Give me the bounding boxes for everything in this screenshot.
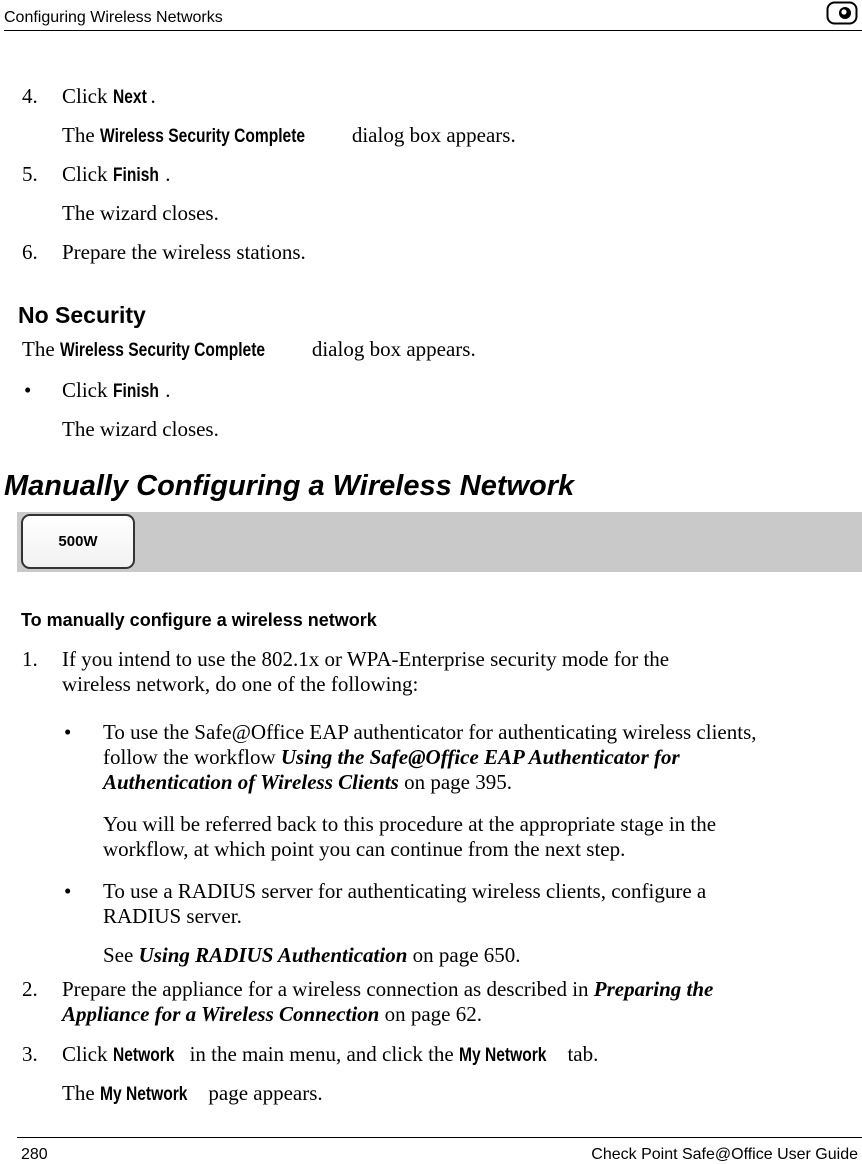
bullet-text: To use the Safe@Office EAP authenticator for authenticating wireless clients, follow the workflow Using the Safe@Office EAP Authenticator for Authentication of Wireless Clients on page 395.: [103, 720, 757, 794]
ui-term: My Network: [99, 1084, 188, 1105]
header-divider: [4, 30, 862, 31]
check-point-logo-icon: [826, 1, 858, 25]
step-number: 4.: [22, 84, 38, 108]
ui-term: My Network: [458, 1045, 547, 1066]
bullet-text: To use a RADIUS server for authenticating wireless clients, configure a RADIUS server.: [103, 879, 707, 928]
step-text: Click Next .: [62, 84, 156, 108]
no-security-heading: No Security: [18, 302, 146, 328]
footer-divider: [17, 1137, 862, 1138]
bullet-note: You will be referred back to this procedure at the appropriate stage in the workflow, at which point you can continue from the next step.: [103, 812, 717, 861]
cross-reference-link[interactable]: Using the Safe@Office EAP Authenticator for: [280, 745, 680, 769]
bullet-icon: •: [24, 378, 32, 402]
step-text: If you intend to use the 802.1x or WPA-Enterprise security mode for the wireless network, do one of the following:: [62, 647, 670, 696]
step-result: The My Network page appears.: [62, 1081, 323, 1105]
bullet-text: Click Finish .: [62, 378, 171, 402]
cross-reference-link[interactable]: Preparing the: [593, 977, 714, 1001]
step-number: 2.: [22, 977, 38, 1001]
model-banner: [17, 512, 862, 572]
ui-term: Wireless Security Complete: [99, 126, 305, 147]
procedure-title: To manually configure a wireless network: [21, 610, 377, 630]
page-number: 280: [21, 1146, 48, 1163]
model-badge: 500W: [21, 514, 135, 569]
bullet-icon: •: [64, 720, 72, 744]
ui-term: Next: [112, 87, 147, 108]
cross-reference-link[interactable]: Authentication of Wireless Clients: [103, 770, 399, 794]
ui-term: Finish: [112, 381, 159, 402]
step-text: Prepare the wireless stations.: [62, 240, 306, 264]
running-header-title: Configuring Wireless Networks: [4, 9, 223, 26]
step-text: Prepare the appliance for a wireless connection as described in Preparing the Appliance for a Wireless Connection on page 62.: [62, 977, 714, 1026]
no-security-intro: The Wireless Security Complete dialog box appears.: [22, 337, 476, 361]
step-number: 1.: [22, 647, 38, 671]
ui-term: Network: [112, 1045, 175, 1066]
bullet-result: The wizard closes.: [62, 417, 219, 441]
bullet-icon: •: [64, 879, 72, 903]
bullet-see: See Using RADIUS Authentication on page 650.: [103, 943, 521, 967]
step-result: The wizard closes.: [62, 201, 219, 225]
step-result: The Wireless Security Complete dialog box appears.: [62, 123, 516, 147]
step-text: Click Network in the main menu, and click the My Network tab.: [62, 1042, 599, 1066]
step-number: 5.: [22, 162, 38, 186]
step-number: 6.: [22, 240, 38, 264]
cross-reference-link[interactable]: Appliance for a Wireless Connection: [62, 1002, 380, 1026]
section-title: Manually Configuring a Wireless Network: [4, 470, 575, 502]
step-text: Click Finish .: [62, 162, 171, 186]
ui-term: Finish: [112, 165, 159, 186]
step-number: 3.: [22, 1042, 38, 1066]
footer-guide-title: Check Point Safe@Office User Guide: [591, 1146, 858, 1163]
cross-reference-link[interactable]: Using RADIUS Authentication: [138, 943, 408, 967]
ui-term: Wireless Security Complete: [59, 340, 265, 361]
